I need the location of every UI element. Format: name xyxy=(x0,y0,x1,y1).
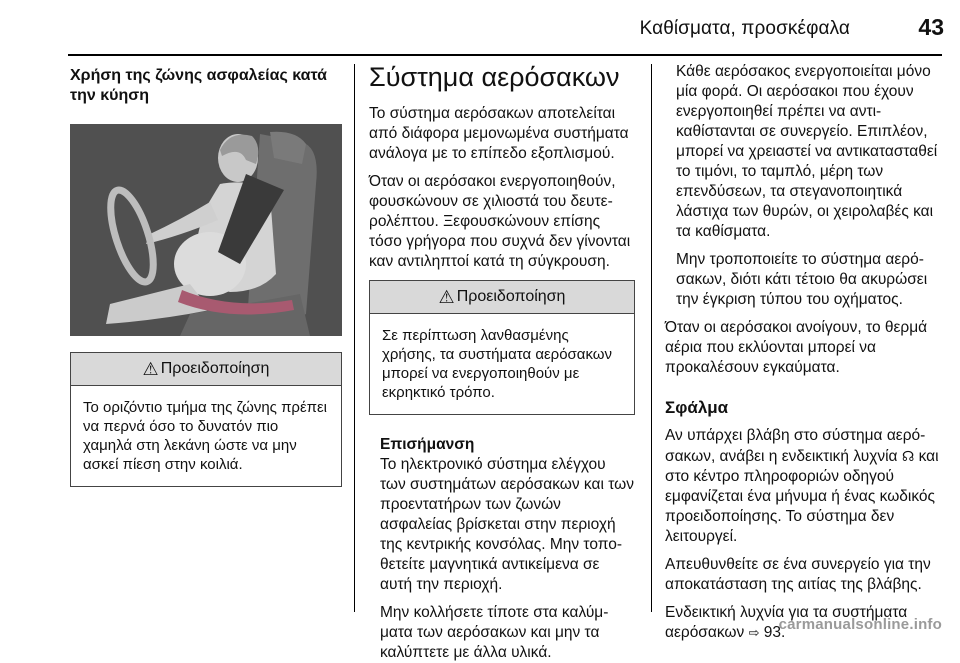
fault-text-part-2: και στο κέντρο πληροφοριών οδηγού εμφανίζεται ένα μήνυμα ή ένας κωδικός προειδοποίησης. Το σύστημα δεν λειτουργεί. xyxy=(665,448,939,545)
column-divider-1 xyxy=(354,64,355,612)
note-paragraph-2: Μην κολλήσετε τίποτε στα καλύμματα των αερόσακων και μην τα καλύπτετε με άλλα υλικά. xyxy=(380,604,609,661)
warning-box-pregnancy xyxy=(70,352,342,487)
fault-paragraph-2: Απευθυνθείτε σε ένα συνεργείο για την αποκατάσταση της αιτίας της βλάβης. xyxy=(665,556,931,593)
section-heading-pregnancy: Χρήση της ζώνης ασφαλείας κατά την κύηση xyxy=(70,67,327,104)
fault-text-part-1: Αν υπάρχει βλάβη στο σύστημα αερόσακων, ανάβει η ενδεικτική λυχνία xyxy=(665,427,926,465)
warning-header xyxy=(370,281,634,314)
note-block xyxy=(369,435,635,663)
airbag-replace-paragraph: Κάθε αερόσακος ενεργοποιείται μόνο μία φορά. Οι αερόσακοι που έχουν ενεργοποιηθεί πρέπει να αντικαθίστανται σε συνεργείο. Επιπλέον, μπορεί να χρειαστεί να αντικατασταθεί το τιμόνι, το ταμπλό, μέρη των επενδύσεων, τα στεγανοποιητικά λάστιχα των θυρών, οι χειρολαβές και τα καθίσματα. xyxy=(676,63,938,240)
pregnant-driver-seatbelt-illustration xyxy=(70,124,342,336)
page-header-title: Καθίσματα, προσκέφαλα xyxy=(639,18,850,39)
column-divider-2 xyxy=(651,64,652,612)
warning-title: Προειδοποίηση xyxy=(456,288,566,305)
warning-triangle-icon: ⚠ xyxy=(438,286,455,307)
column-1 xyxy=(70,62,342,487)
column-3 xyxy=(665,62,943,643)
page-reference-arrow-icon: ⇨ xyxy=(748,625,760,640)
fault-paragraph-1 xyxy=(665,426,943,547)
warning-box-airbag-misuse xyxy=(369,280,635,415)
section-heading-airbags: Σύστημα αερόσακων xyxy=(369,62,620,92)
seatbelt-illustration-icon xyxy=(70,124,342,336)
airbag-warning-lamp-icon: ☊ xyxy=(901,448,915,464)
page-number: 43 xyxy=(918,14,944,40)
warning-text: Σε περίπτωση λανθασμένης χρήσης, τα συστήματα αερόσακων μπορεί να ενεργοποιηθούν με εκρηκτικό τρόπο. xyxy=(382,327,613,401)
warning-header xyxy=(71,353,341,386)
warning-triangle-icon: ⚠ xyxy=(142,358,159,379)
column-2 xyxy=(369,62,635,663)
section-heading-fault: Σφάλμα xyxy=(665,398,729,417)
airbag-modify-paragraph: Μην τροποποιείτε το σύστημα αερόσακων, διότι κάτι τέτοιο θα ακυρώσει την έγκριση τύπου του οχήματος. xyxy=(676,251,928,308)
warning-text: Το οριζόντιο τμήμα της ζώνης πρέπει να περνά όσο το δυνατόν πιο χαμηλά στη λεκάνη ώστε να μην ασκεί πίεση στην κοιλιά. xyxy=(83,399,328,473)
header-rule xyxy=(68,54,942,56)
indented-block xyxy=(665,62,943,310)
watermark: carmanualsonline.info xyxy=(778,616,942,633)
airbag-burns-paragraph: Όταν οι αερόσακοι ανοίγουν, το θερμά αέρια που εκλύονται μπορεί να προκαλέσουν εγκαύματα. xyxy=(665,319,928,376)
fault-lamp-text: Ενδεικτική λυχνία για τα συστήματα αερόσακων xyxy=(665,604,908,641)
page-reference[interactable]: 93. xyxy=(763,624,786,641)
note-label: Επισήμανση xyxy=(380,436,475,453)
airbag-deploy-paragraph: Όταν οι αερόσακοι ενεργοποιηθούν, φουσκώνουν σε χιλιοστά του δευτερολέπτου. Ξεφουσκώνουν επίσης τόσο γρήγορα που συχνά δεν γίνονται καν αντιληπτοί κατά τη σύγκρουση. xyxy=(369,173,631,270)
warning-title: Προειδοποίηση xyxy=(160,360,270,377)
airbag-intro-paragraph: Το σύστημα αερόσακων αποτελείται από διάφορα μεμονωμένα συστήματα ανάλογα με το επίπεδο εξοπλισμού. xyxy=(369,105,629,162)
note-paragraph-1: Το ηλεκτρονικό σύστημα ελέγχου των συστημάτων αερόσακων και των προεντατήρων των ζωνών ασφαλείας βρίσκεται στην περιοχή της κεντρικής κονσόλας. Μην τοποθετείτε μαγνητικά αντικείμενα σε αυτή την περιοχή. xyxy=(380,456,634,593)
